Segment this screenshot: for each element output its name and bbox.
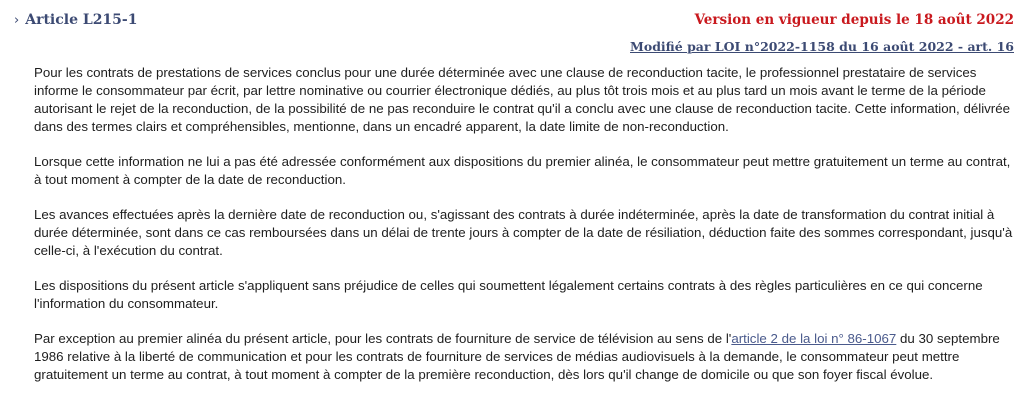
article-toggle[interactable] (14, 12, 137, 28)
paragraph-5 (34, 330, 1020, 384)
article-title[interactable]: Article L215-1 (25, 12, 138, 28)
paragraph-4: Les dispositions du présent article s'appliquent sans préjudice de celles qui soumettent légalement certains contrats à des règles particulières en ce qui concerne l'information du consommateur. (34, 278, 983, 311)
paragraph-2: Lorsque cette information ne lui a pas été adressée conformément aux dispositions du premier alinéa, le consommateur peut mettre gratuitement un terme au contrat, à tout moment à compter de la date de reconduction. (34, 154, 1011, 187)
version-status: Version en vigueur depuis le 18 août 2022 (694, 12, 1014, 28)
paragraph-5-text-after: du 30 septembre 1986 relative à la liberté de communication et pour les contrats de fourniture de services de médias audiovisuels à la demande, le consommateur peut mettre gratuitement un terme au contrat, à tout moment à compter de la première reconduction, dès lors qu'il change de domicile ou que son foyer fiscal évolue. (34, 331, 1000, 382)
chevron-right-icon[interactable]: › (14, 12, 20, 28)
law-reference-link[interactable]: article 2 de la loi n° 86-1067 (731, 331, 897, 346)
article-content (34, 64, 1020, 401)
paragraph-5-text-before: Par exception au premier alinéa du présent article, pour les contrats de fourniture de service de télévision au sens de l' (34, 331, 732, 346)
paragraph-1: Pour les contrats de prestations de services conclus pour une durée déterminée avec une clause de reconduction tacite, le professionnel prestataire de services informe le consommateur par écrit, par lettre nominative ou courrier électronique dédiés, au plus tôt trois mois et au plus tard un mois avant le terme de la période autorisant le rejet de la reconduction, de la possibilité de ne pas reconduire le contrat qu'il a conclu avec une clause de reconduction tacite. Cette information, délivrée dans des termes clairs et compréhensibles, mentionne, dans un encadré apparent, la date limite de non-reconduction. (34, 65, 1011, 134)
paragraph-3: Les avances effectuées après la dernière date de reconduction ou, s'agissant des contrats à durée indéterminée, après la date de transformation du contrat initial à durée déterminée, sont dans ce cas remboursées dans un délai de trente jours à compter de la date de résiliation, déduction faite des sommes correspondant, jusqu'à celle-ci, à l'exécution du contrat. (34, 207, 1013, 258)
modified-by-link[interactable]: Modifié par LOI n°2022-1158 du 16 août 2022 - art. 16 (630, 39, 1014, 54)
